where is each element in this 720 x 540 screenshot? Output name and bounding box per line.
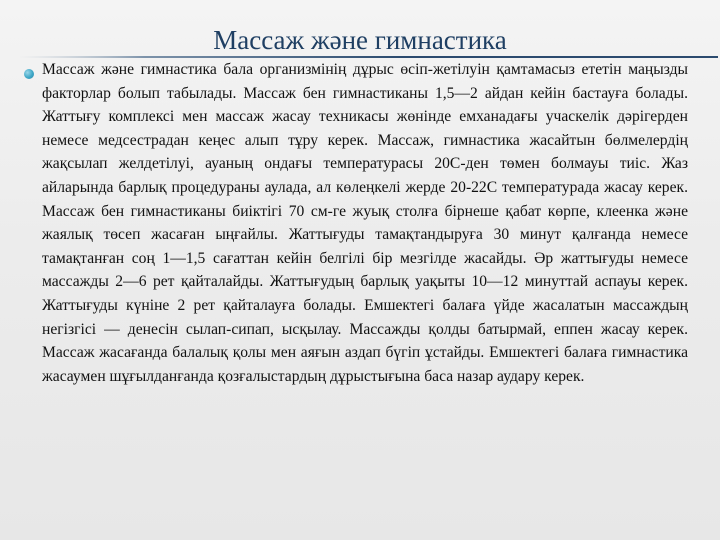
body-paragraph: Массаж және гимнастика бала организмінің дұрыс өсіп-жетілуін қамтамасыз ететін маңызды факторлар болып табылады. Массаж бен гимнастиканы 1,5—2 айдан кейін бастауға болады. Жаттығу комплексі мен массаж жасау техникасы жөнінде емханадағы учаскелік дәрігерден немесе медсестрадан кеңес алып тұру керек. Массаж, гимнастика жасайтын бөлмелердің жақсылап желдетілуі, ауаның ондағы температурасы 20С-ден төмен болмауы тиіс. Жаз айларында барлық процедураны аулада, ал көлеңкелі жерде 20-22С температурада жасау керек. Массаж бен гимнастиканы биіктігі 70 см-ге жуық столға бірнеше қабат көрпе, клеенка және жаялық төсеп жасаған ыңғайлы. Жаттығуды тамақтандыруға 30 минут қалғанда немесе тамақтанған соң 1—1,5 сағаттан кейін белгілі бір мезгілде жасайды. Әр жаттығуды немесе массажды 2—6 рет қайталайды. Жаттығудың барлық уақыты 10—12 минуттай аспауы керек. Жаттығуды күніне 2 рет қайталауға болады. Емшектегі балаға үйде жасалатын массаждың негізгісі — денесін сылап-сипап, ысқылау. Массажды қолды батырмай, еппен жасау керек. Массаж жасағанда балалық қолы мен аяғын аздап бүгіп ұстайды. Емшектегі балаға гимнастика жасаумен шұғылданғанда қозғалыстардың дұрыстығына баса назар аудару керек. bbox=[42, 61, 688, 385]
slide-title: Массаж және гимнастика bbox=[213, 25, 507, 55]
round-bullet-icon bbox=[24, 69, 34, 79]
